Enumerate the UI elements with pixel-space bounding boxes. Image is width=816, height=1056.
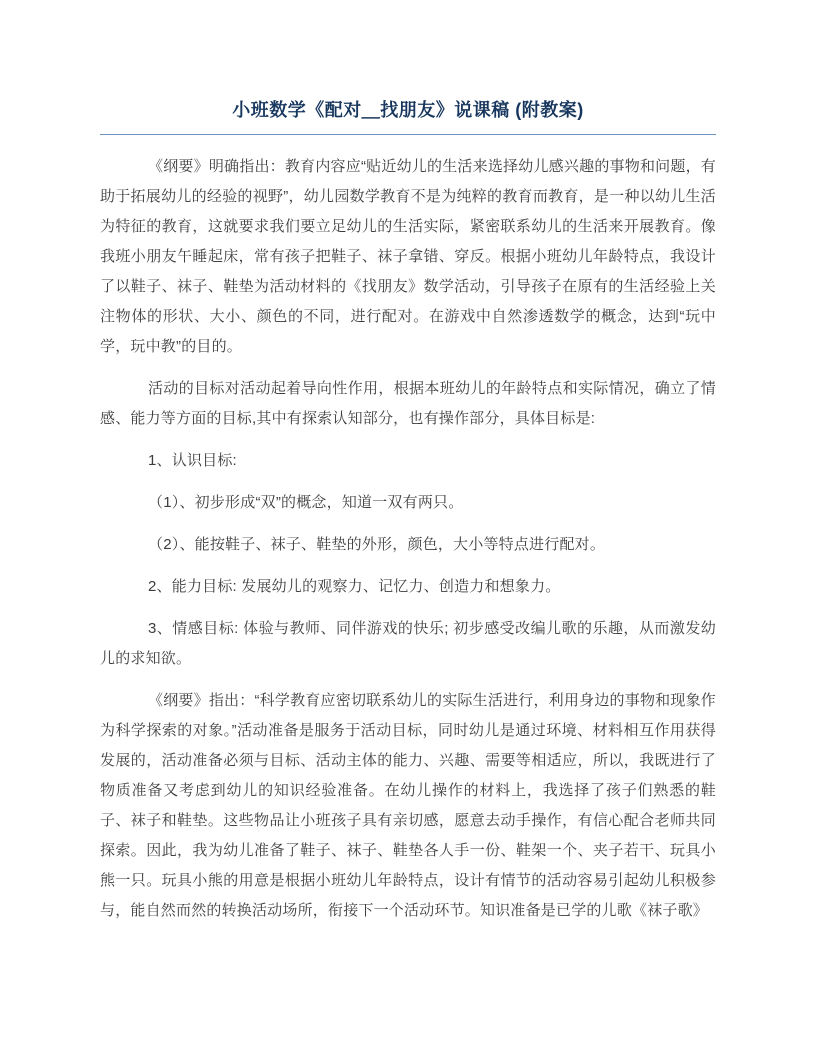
- paragraph-goal-3: 3、情感目标: 体验与教师、同伴游戏的快乐; 初步感受改编儿歌的乐趣，从而激发幼儿的求知欲。: [100, 620, 716, 667]
- paragraph-goal-1-item-2: （2）、能按鞋子、袜子、鞋垫的外形，颜色，大小等特点进行配对。: [148, 536, 606, 553]
- document-body: [100, 152, 716, 926]
- paragraph-goals-overview: 活动的目标对活动起着导向性作用，根据本班幼儿的年龄特点和实际情况，确立了情感、能力等方面的目标,其中有探索认知部分，也有操作部分，具体目标是:: [100, 380, 716, 427]
- paragraph-intro-outline: 《纲要》明确指出：教育内容应“贴近幼儿的生活来选择幼儿感兴趣的事物和问题，有助于拓展幼儿的经验的视野”，幼儿园数学教育不是为纯粹的教育而教育，是一种以幼儿生活为特征的教育，这就要求我们要立足幼儿的生活实际，紧密联系幼儿的生活来开展教育。像我班小朋友午睡起床，常有孩子把鞋子、袜子拿错、穿反。根据小班幼儿年龄特点，我设计了以鞋子、袜子、鞋垫为活动材料的《找朋友》数学活动，引导孩子在原有的生活经验上关注物体的形状、大小、颜色的不同，进行配对。在游戏中自然渗透数学的概念，达到“玩中学，玩中教”的目的。: [100, 158, 716, 355]
- paragraph-preparation: 《纲要》指出：“科学教育应密切联系幼儿的实际生活进行，利用身边的事物和现象作为科学探索的对象。”活动准备是服务于活动目标，同时幼儿是通过环境、材料相互作用获得发展的，活动准备必须与目标、活动主体的能力、兴趣、需要等相适应，所以，我既进行了物质准备又考虑到幼儿的知识经验准备。在幼儿操作的材料上，我选择了孩子们熟悉的鞋子、袜子和鞋垫。这些物品让小班孩子具有亲切感，愿意去动手操作，有信心配合老师共同探索。因此，我为幼儿准备了鞋子、袜子、鞋垫各人手一份、鞋架一个、夹子若干、玩具小熊一只。玩具小熊的用意是根据小班幼儿年龄特点，设计有情节的活动容易引起幼儿积极参与，能自然而然的转换活动场所，衔接下一个活动环节。知识准备是已学的儿歌《袜子歌》: [100, 692, 716, 919]
- title-block: [100, 97, 716, 135]
- paragraph-goal-2: 2、能力目标: 发展幼儿的观察力、记忆力、创造力和想象力。: [148, 578, 561, 595]
- title-divider: [100, 134, 716, 135]
- document-title: 小班数学《配对＿找朋友》说课稿 (附教案): [232, 100, 584, 120]
- paragraph-goal-1-item-1: （1）、初步形成“双”的概念，知道一双有两只。: [148, 494, 464, 511]
- paragraph-goal-1-heading: 1、认识目标:: [148, 452, 237, 469]
